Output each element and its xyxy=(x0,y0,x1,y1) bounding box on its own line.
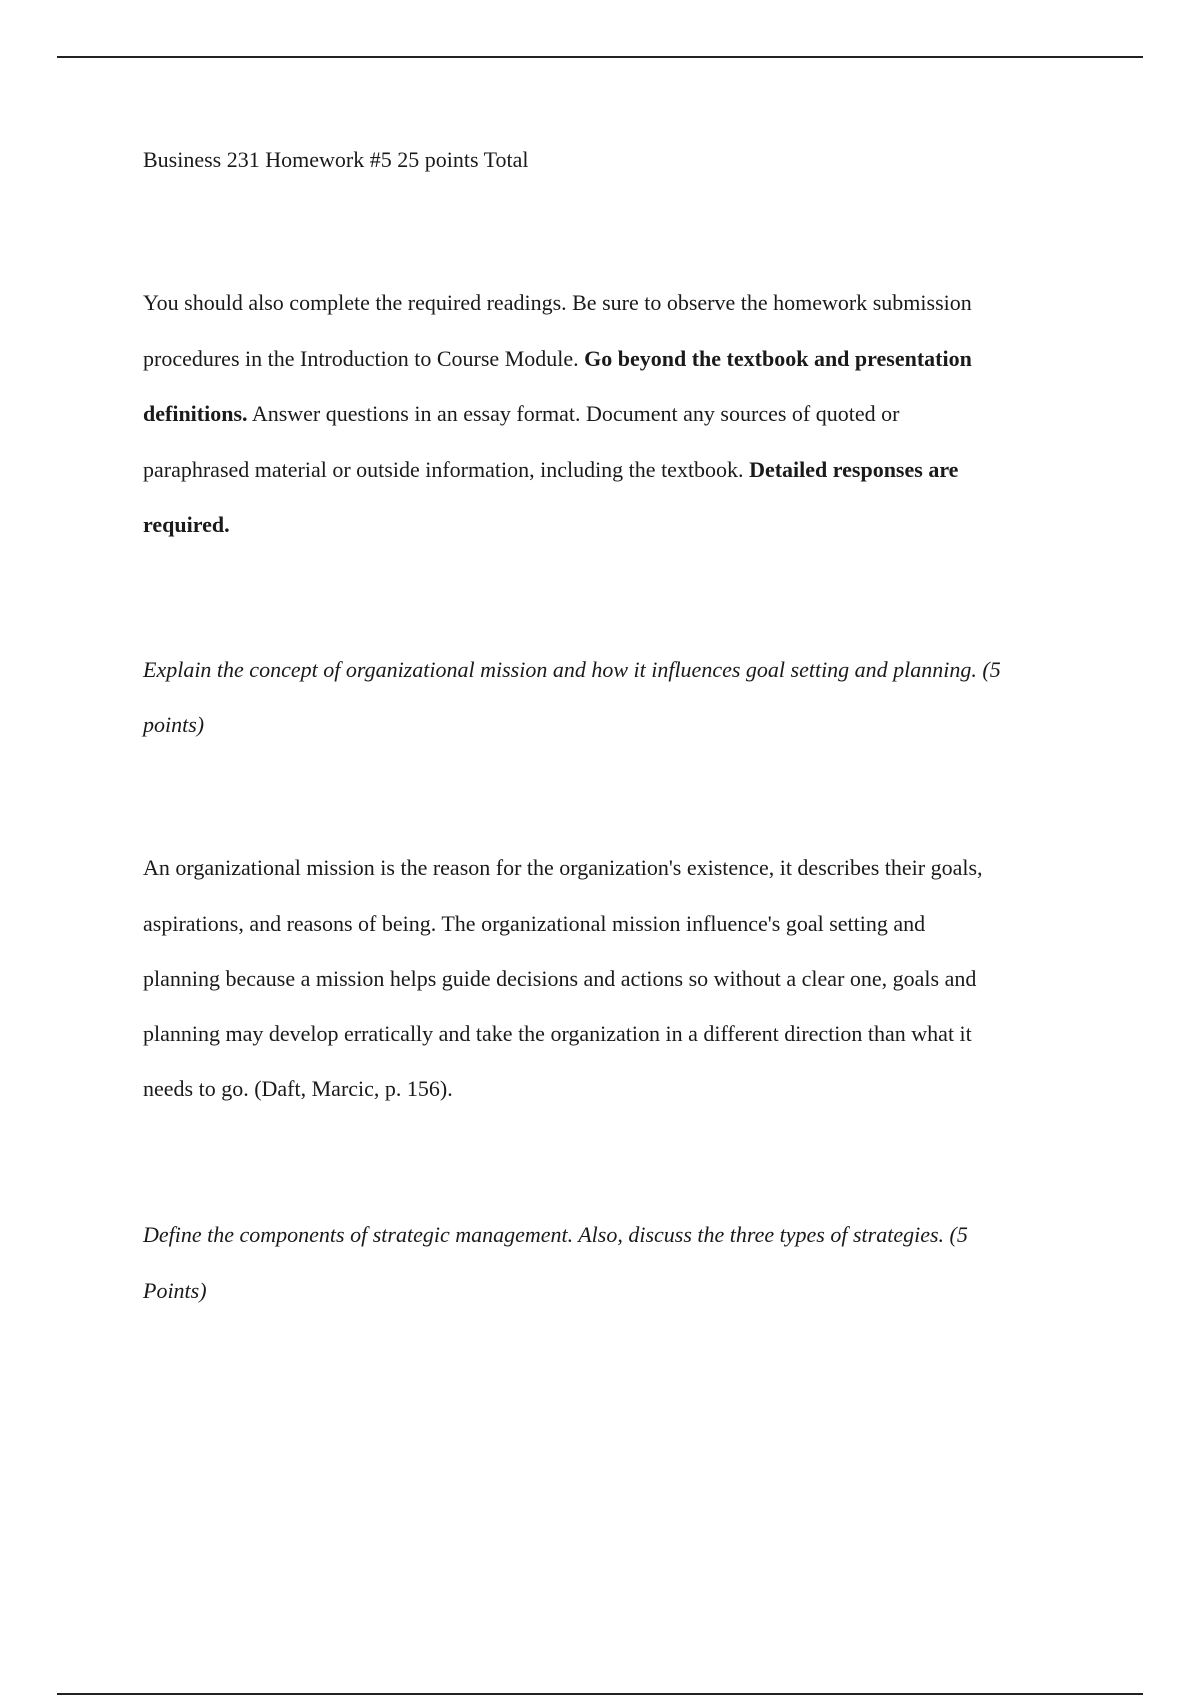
instructions-emphasis: Detailed responses are xyxy=(749,457,959,482)
answer-1-line-4: planning may develop erratically and take the organization in a different direction than what it xyxy=(143,1021,972,1046)
answer-1-line-1: An organizational mission is the reason for the organization's existence, it describes their goals, xyxy=(143,855,983,880)
instructions-line-5: required. xyxy=(143,512,230,537)
document-title: Business 231 Homework #5 25 points Total xyxy=(143,147,529,172)
answer-1-line-2: aspirations, and reasons of being. The organizational mission influence's goal setting and xyxy=(143,911,926,936)
instructions-line-3 xyxy=(143,400,899,428)
instructions-line-4 xyxy=(143,456,958,484)
question-1-line-1: Explain the concept of organizational mission and how it influences goal setting and planning. (5 xyxy=(143,657,1001,682)
instructions-text: paraphrased material or outside information, including the textbook. xyxy=(143,457,750,482)
instructions-line-1: You should also complete the required readings. Be sure to observe the homework submission xyxy=(143,290,972,315)
answer-1-line-3: planning because a mission helps guide decisions and actions so without a clear one, goals and xyxy=(143,966,977,991)
instructions-emphasis: definitions. xyxy=(143,401,248,426)
question-2-line-1: Define the components of strategic management. Also, discuss the three types of strategies. (5 xyxy=(143,1222,968,1247)
instructions-text: Answer questions in an essay format. Document any sources of quoted or xyxy=(247,401,900,426)
header-rule xyxy=(57,56,1143,58)
question-1-line-2: points) xyxy=(143,712,205,737)
question-2-line-2: Points) xyxy=(143,1278,207,1303)
instructions-text: procedures in the Introduction to Course Module. xyxy=(143,346,585,371)
instructions-emphasis: Go beyond the textbook and presentation xyxy=(584,346,972,371)
footer-rule xyxy=(57,1693,1143,1695)
instructions-line-2 xyxy=(143,345,972,373)
answer-1-line-5: needs to go. (Daft, Marcic, p. 156). xyxy=(143,1076,453,1101)
